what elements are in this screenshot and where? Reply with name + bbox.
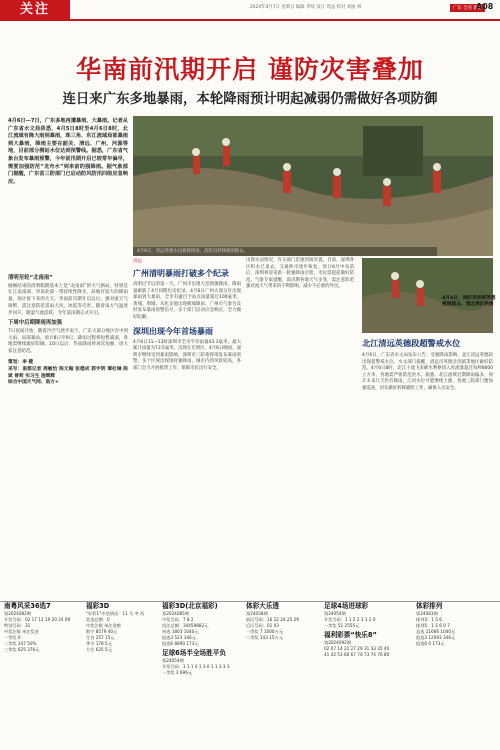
- lottery-line: 直选 11666 1040元: [416, 629, 456, 634]
- right-column: [362, 338, 493, 393]
- article-text: 4月6日11—13时深圳市全市平均雨量43.3毫米，最大累计雨量为73.5毫米，出现在光明区。4月6日晚间，深圳市继续受到暴雨影响，深圳市三防指挥部发布暴雨预警，多个区域出现短时强降雨，城市内涝风险较高，各部门全力开展排涝工作，保障市民出行安全。: [133, 339, 241, 371]
- kicker: 清远: [133, 259, 142, 264]
- lottery-line: 第2024082期: [4, 611, 32, 616]
- lead-paragraph: 4月6日—7日，广东多地再遭暴雨、大暴雨。记者从广东省水文局获悉，4月5日8时至4月6日8时，北江流域有降大雨到暴雨，珠三角、东江流域局部暴雨到大暴雨，降雨主要在韶关、清远、广州、河源等地，目前部分测站水位达到预警线。据悉，广东省气象台发布暴雨预警，今年前汛期开启已较常年偏早，需要加强防范“龙舟水”到来前的强降雨。据气象部门提醒，广东省三防部门已启动防风防汛四级应急响应。: [8, 118, 128, 185]
- lottery-block: [162, 603, 242, 750]
- lottery-line: 前区号码：16 22 24 25 29: [246, 617, 299, 622]
- credits: 策划：李 健 采写：南都记者 周敏怡 陈文翰 张德成 郭宇明 谭杜琳 陈斌 曾莉 实习生 施辉辉 综合中国天气网、南方+: [8, 359, 128, 386]
- lottery-line: 第24054期: [162, 658, 184, 663]
- lottery-line: 中奖注数 单注金额: [86, 623, 121, 628]
- section-text: 刚刚结束的清明假期基本上是“北南南”的天气格局，特别是在江南南部、华南北部一带持续性降水，局地有较大的降雨量。预计接下来的几天，华南前汛期开启以后，强对流天气频繁，需注意防范雷雨大风、冰雹等灾害。随着南方气温逐步回升，暖湿气流活跃，今年前汛期正式开启。: [8, 283, 128, 316]
- lottery-line: 一等奖 0: [4, 635, 21, 640]
- middle-column-2: [246, 258, 354, 291]
- lottery-line: 第24038期: [246, 611, 268, 616]
- lottery-line: 组选6 0 173元: [416, 641, 445, 646]
- lottery-line: 生肖 257 15元: [86, 635, 115, 640]
- header-badge: 广东 全省 新闻: [450, 4, 485, 12]
- lottery-line: 02 07 14 22 27 29 31 33 35 40: [324, 646, 390, 651]
- lottery-title: 足球6场半全场胜平负: [162, 649, 226, 657]
- lottery-title: 足球4场进球彩: [324, 602, 369, 610]
- lottery-line: 第24054期: [324, 611, 346, 616]
- section-title: 下周中后期降雨再加强: [8, 320, 62, 327]
- lottery-block: [416, 603, 496, 750]
- lottery-line: 特别号码：31: [4, 623, 31, 628]
- lottery-line: 一等奖 7 1000万元: [246, 629, 283, 634]
- lottery-line: 排列5：1 5 6 0 7: [416, 623, 450, 628]
- lottery-title: 体彩排列: [416, 602, 443, 610]
- article-title: 深圳出现今年首场暴雨: [133, 326, 213, 336]
- lottery-line: 三等奖 625 376元: [4, 647, 40, 652]
- lottery-line: 开奖号码：1 1 2 2 3 1 2 0: [324, 617, 376, 622]
- lottery-line: 第2024085期: [162, 611, 190, 616]
- lottery-title: 福彩3D(北京福彩): [162, 602, 218, 610]
- lottery-block: [86, 603, 158, 750]
- section-tag: 关注: [0, 0, 70, 20]
- lottery-line: 数字 8579 40元: [86, 629, 118, 634]
- lottery-line: 开奖号码：1 1 1 0 1 3 0 1 1 3 3 3: [162, 664, 230, 669]
- lottery-line: 方位 625 5元: [86, 647, 112, 652]
- lottery-line: 奖金总额：0: [86, 617, 110, 622]
- lottery-line: 第24083期: [416, 611, 438, 616]
- lottery-line: 41 42 53 60 67 70 73 74 76 80: [324, 652, 390, 657]
- lottery-line: 一等奖 3 696元: [162, 670, 193, 675]
- lottery-line: 单选 1803 1040元: [162, 629, 199, 634]
- rescue-scene-image: [133, 116, 493, 256]
- left-column: [8, 272, 128, 387]
- lottery-line: 组选3 12093 346元: [416, 635, 456, 640]
- lottery-line: 中奖注数 单注奖金: [4, 629, 39, 634]
- article-title: 北江清远英德段超警戒水位: [362, 338, 461, 348]
- main-photo: [133, 116, 493, 256]
- headline: 华南前汛期开启 谨防灾害叠加: [76, 55, 424, 84]
- section-title: 清明至轮“北南南”: [8, 275, 53, 281]
- lottery-line: 组选3 523 346元: [162, 635, 196, 640]
- lottery-block: [4, 603, 82, 750]
- page-header: [0, 0, 500, 20]
- lottery-line: 二等奖 347 50%: [4, 641, 37, 646]
- header-info: 2024年4月7日 星期日 编辑 孝续 设计 周益 校对 刘丽 林: [250, 5, 362, 10]
- article-title: 广州清明暴雨打破多个纪录: [133, 269, 229, 278]
- lottery-title: 南粤风采36选7: [4, 602, 51, 610]
- side-photo-caption: 4月4日，消防员转移英德被困群众。清远消防供图: [442, 296, 496, 308]
- article-text: 出现水浸情况，有关部门迅速到场处置。目前，深圳各区积水已退去，交通秩序逐步恢复。预计6月中旬前后，深圳将迎来新一轮强降雨过程，市民需提前做好防范。气象专家提醒，前汛期各地天气多变，需注意防范强对流天气带来的不利影响，减少不必要的外出。: [246, 258, 354, 290]
- article-text: 4月6日，广东省水文局发布公告：受强降雨影响，北江清远英德段出现超警戒水位。水文部门提醒，清远市英德浛洸镇等地区做好防范。4月6日8时，北江干流飞来峡水利枢纽入库流量超过每秒8000立方米，各地需严密防范洪水。据悉，北江流域近期降雨偏多，预计未来几天仍有降雨，江河水位可能继续上涨，各地三防部门要加强巡查，切实做好转移避险工作，确保人员安全。: [362, 353, 493, 391]
- lottery-title: 福利彩票“快乐8”: [324, 631, 377, 639]
- page-number: A08: [476, 2, 494, 11]
- lottery-line: 后区号码：01 03: [246, 623, 279, 628]
- header-rule: [0, 19, 500, 21]
- lottery-line: 第2024092期: [324, 640, 352, 645]
- lottery-title: 福彩3D: [86, 602, 110, 610]
- lottery-line: 投注总额：34459882元: [162, 623, 209, 628]
- section-text: 7日夜间开始，随着冷空气逐步南下，广东大部分地区有中到大雨、局部暴雨。预计8日至9日，降雨过程将短暂减弱，各地需继续做好防御。10日以后，华南降雨将再次加强，请大家注意防范。: [8, 328, 128, 355]
- lottery-block: [246, 603, 320, 750]
- lottery-line: 二等奖 143 15万元: [246, 635, 283, 640]
- lottery-line: 中奖号码：7 8 2: [162, 617, 194, 622]
- photo-caption: 4月6日，清远英德水边救援现场，消防员转移被困群众。: [133, 247, 437, 256]
- lottery-line: 排列3：1 5 6: [416, 617, 442, 622]
- lottery-title: 体彩大乐透: [246, 602, 279, 610]
- middle-column: [133, 258, 241, 373]
- lottery-line: 一等奖 51 2555元: [324, 623, 360, 628]
- article-text: 清明过节后的第一天，广州市出现大范围强降雨，降雨量刷新了4月同期历史纪录。4月6日广州大部分区出现暴雨到大暴雨，全市有逾百个站点雨量超过100毫米，黄埔、增城、从化多地出现极端降雨。广州市气象台及时发布暴雨预警信号，多个部门启动应急响应，全力做好防御。: [133, 282, 241, 320]
- lottery-line: 季节 178 5元: [86, 641, 112, 646]
- lottery-line: 开奖号码：02 17 12 19 20 24 09: [4, 617, 71, 622]
- lottery-line: “好彩1”中奖情况：11 马 冬 西: [86, 611, 145, 616]
- lottery-line: 组选6 8890 173元: [162, 641, 199, 646]
- subheadline: 连日来广东多地暴雨，本轮降雨预计明起减弱仍需做好各项防御: [62, 92, 438, 107]
- lottery-block: [324, 603, 412, 750]
